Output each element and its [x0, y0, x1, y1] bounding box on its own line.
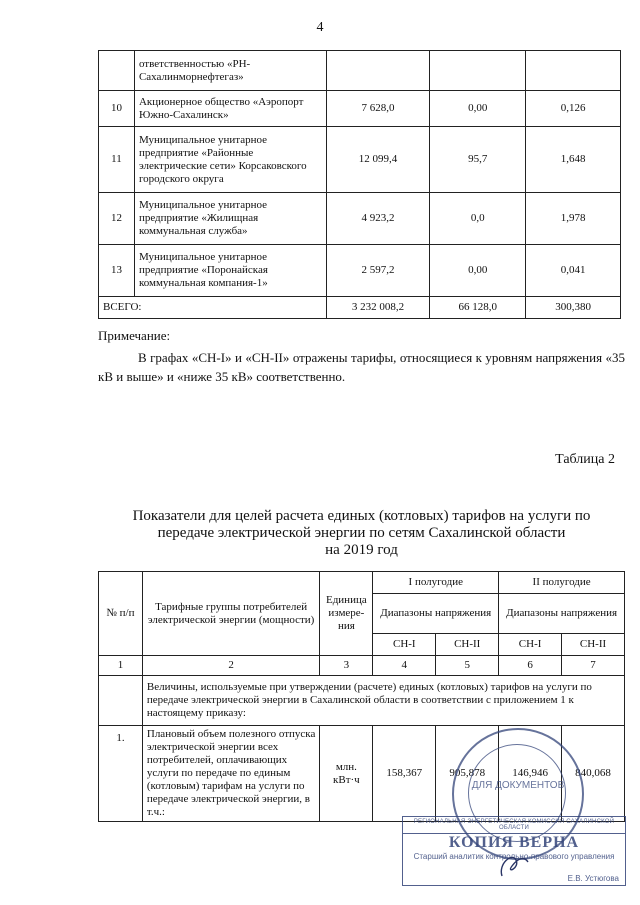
value-cell: 0,041: [526, 245, 621, 297]
value-cell: 4 923,2: [326, 193, 430, 245]
col-header-ch2: СН-II: [436, 634, 499, 656]
total-value: 66 128,0: [430, 297, 526, 319]
org-name: Муниципальное унитарное предприятие «Жилищная коммунальная служба»: [134, 193, 326, 245]
value-cell: 840,068: [562, 726, 625, 822]
col-number-row: [99, 656, 625, 676]
stamp-org: РЕГИОНАЛЬНАЯ ЭНЕРГЕТИЧЕСКАЯ КОМИССИЯ САХАЛИНСКОЙ ОБЛАСТИ: [403, 817, 625, 834]
row-number: 11: [99, 127, 135, 193]
caption-line: передаче электрической энергии по сетям Сахалинской области: [157, 525, 566, 541]
org-name: Муниципальное унитарное предприятие «Поронайская коммунальная компания-1»: [134, 245, 326, 297]
value-cell: 146,946: [499, 726, 562, 822]
signature-icon: [494, 846, 534, 882]
col-header-half1: I полугодие: [373, 572, 499, 594]
col-header-range: Диапазоны напряжения: [499, 594, 625, 634]
stamp-circle-text: ДЛЯ ДОКУМЕНТОВ: [471, 780, 565, 791]
row-number: 10: [99, 91, 135, 127]
row-name: Плановый объем полезного отпуска электрической энергии всех потребителей, оплачивающих услуги по передаче по единым (котловым) тарифам на услуги по передаче электрической энергии, в т.ч.:: [142, 726, 320, 822]
total-label: ВСЕГО:: [99, 297, 327, 319]
value-cell: [526, 51, 621, 91]
table-row: [99, 245, 621, 297]
row-number: 12: [99, 193, 135, 245]
section-row: [99, 676, 625, 726]
value-cell: 2 597,2: [326, 245, 430, 297]
col-header-ch1: СН-I: [373, 634, 436, 656]
col-header-group: Тарифные группы потребителей электрической энергии (мощности): [142, 572, 320, 656]
value-cell: 0,00: [430, 91, 526, 127]
value-cell: 0,126: [526, 91, 621, 127]
col-header-unit: Единица измере-ния: [320, 572, 373, 656]
org-name: Муниципальное унитарное предприятие «Районные электрические сети» Корсаковского городского округа: [134, 127, 326, 193]
value-cell: 0,0: [430, 193, 526, 245]
col-number: 1: [99, 656, 143, 676]
caption-line: на 2019 год: [325, 542, 398, 558]
summary-table-continued: [98, 50, 621, 319]
value-cell: 95,7: [430, 127, 526, 193]
total-row: [99, 297, 621, 319]
col-header-half2: II полугодие: [499, 572, 625, 594]
value-cell: 7 628,0: [326, 91, 430, 127]
section-text: Величины, используемые при утверждении (расчете) единых (котловых) тарифов на услуги по передаче электрической энергии в Сахалинской области в соответствии с приложением 1 к настоящему приказу:: [142, 676, 624, 726]
stamp-position: Старший аналитик контрольно-правового управления: [413, 852, 615, 861]
stamp-name: Е.В. Устюгова: [567, 874, 619, 883]
col-header-num: № п/п: [99, 572, 143, 656]
value-cell: 1,978: [526, 193, 621, 245]
col-number: 2: [142, 656, 320, 676]
row-number: [99, 51, 135, 91]
col-number: 5: [436, 656, 499, 676]
table-row: [99, 193, 621, 245]
row-number: 13: [99, 245, 135, 297]
col-number: 4: [373, 656, 436, 676]
value-cell: 12 099,4: [326, 127, 430, 193]
note-text: В графах «СН-I» и «СН-II» отражены тарифы, относящиеся к уровням напряжения «35 кВ и выше» и «ниже 35 кВ» соответственно.: [98, 350, 625, 384]
col-number: 3: [320, 656, 373, 676]
col-header-ch2: СН-II: [562, 634, 625, 656]
table-row: [99, 127, 621, 193]
total-value: 3 232 008,2: [326, 297, 430, 319]
col-header-ch1: СН-I: [499, 634, 562, 656]
row-number: 1.: [99, 726, 143, 822]
header-row: [99, 572, 625, 594]
total-value: 300,380: [526, 297, 621, 319]
org-name: ответственностью «РН-Сахалинморнефтегаз»: [134, 51, 326, 91]
value-cell: [326, 51, 430, 91]
col-header-range: Диапазоны напряжения: [373, 594, 499, 634]
table-row: [99, 91, 621, 127]
value-cell: 1,648: [526, 127, 621, 193]
value-cell: 0,00: [430, 245, 526, 297]
row-unit: млн. кВт·ч: [320, 726, 373, 822]
value-cell: 905,878: [436, 726, 499, 822]
value-cell: [430, 51, 526, 91]
note-title: Примечание:: [98, 328, 171, 343]
page-number: 4: [316, 20, 324, 35]
col-number: 6: [499, 656, 562, 676]
table-row: [99, 51, 621, 91]
value-cell: 158,367: [373, 726, 436, 822]
empty-cell: [99, 676, 143, 726]
caption-line: Показатели для целей расчета единых (котловых) тарифов на услуги по: [132, 508, 591, 524]
org-name: Акционерное общество «Аэропорт Южно-Сахалинск»: [134, 91, 326, 127]
table-caption: [98, 508, 625, 559]
table-label: Таблица 2: [555, 452, 615, 467]
col-number: 7: [562, 656, 625, 676]
stamp-copy-label: КОПИЯ ВЕРНА: [448, 834, 580, 851]
